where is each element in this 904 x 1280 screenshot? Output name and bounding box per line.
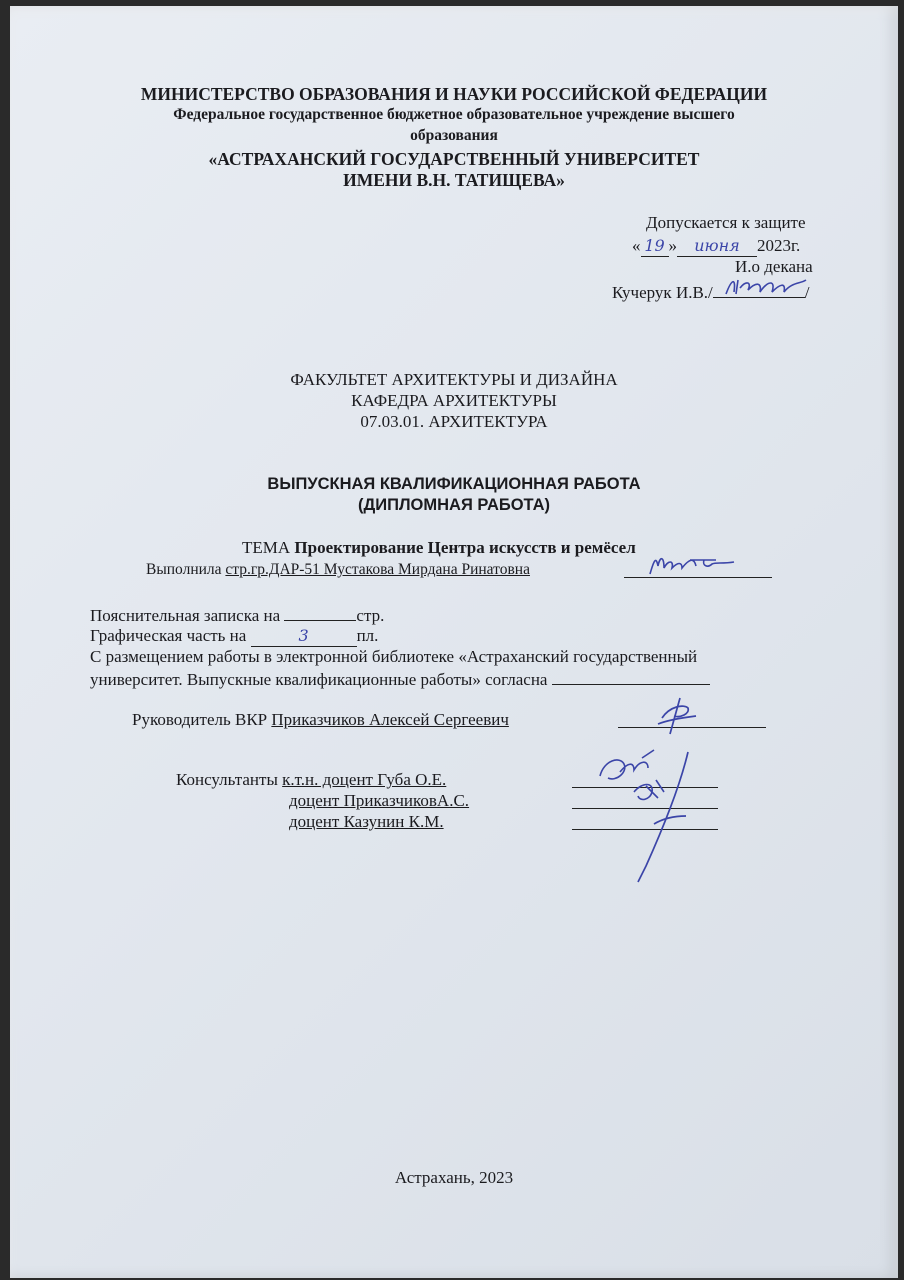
library-consent-line-2 [90,668,710,690]
ministry-heading: МИНИСТЕРСТВО ОБРАЗОВАНИЯ И НАУКИ РОССИЙСКОЙ ФЕДЕРАЦИИ [140,84,768,104]
note-pages-field [284,604,356,621]
university-line-1: «АСТРАХАНСКИЙ ГОСУДАРСТВЕННЫЙ УНИВЕРСИТЕТ [208,149,700,169]
note-unit: стр. [356,606,385,625]
supervisor-signature [640,694,700,738]
note-label: Пояснительная записка на [90,606,285,625]
approval-day-field [641,236,669,257]
consultants-line-1 [176,770,446,790]
university-line-2: ИМЕНИ В.Н. ТАТИЩЕВА» [343,170,565,190]
quote-open: « [632,236,641,255]
quote-close: » [668,236,677,255]
topic-line [242,538,636,558]
performed-label: Выполнила [146,561,226,578]
topic-title: Проектирование Центра искусств и ремёсел [294,538,636,557]
performed-line [146,561,530,579]
supervisor-name: Приказчиков Алексей Сергеевич [271,710,509,729]
program-code: 07.03.01. АРХИТЕКТУРА [360,412,548,431]
graphic-sheets-field [251,626,357,647]
approval-role: И.о декана [735,257,813,276]
institution-line-1: Федеральное государственное бюджетное образовательное учреждение высшего [173,106,735,123]
consent-signature-field [552,668,710,685]
dean-signature [722,274,812,300]
work-title-line-1: ВЫПУСКНАЯ КВАЛИФИКАЦИОННАЯ РАБОТА [267,475,641,493]
graphic-sheets-line [90,626,378,647]
approval-month: июня [694,236,740,255]
consultant-item: доцент ПриказчиковА.С. [289,791,470,810]
document-page [10,6,898,1278]
performed-by: стр.гр.ДАР-51 Мустакова Мирдана Ринатовна [225,561,530,578]
note-pages-line [90,604,384,626]
graphic-unit: пл. [356,626,379,645]
approval-year: 2023г. [757,236,801,255]
faculty-name: ФАКУЛЬТЕТ АРХИТЕКТУРЫ И ДИЗАЙНА [290,370,618,389]
approval-slash: / [804,283,810,302]
approval-date [632,236,800,257]
consultant-signatures [594,746,714,886]
graphic-label: Графическая часть на [90,626,251,645]
approval-day: 19 [644,236,665,255]
department-name: КАФЕДРА АРХИТЕКТУРЫ [351,391,557,410]
institution-line-2: образования [410,127,498,144]
approval-month-field [677,236,757,257]
topic-label: ТЕМА [242,538,295,557]
library-consent-line-1: С размещением работы в электронной библиотеке «Астраханский государственный [90,647,698,666]
approval-label: Допускается к защите [646,213,806,232]
graphic-value: 3 [298,626,309,645]
city-year: Астрахань, 2023 [394,1168,514,1187]
student-signature [646,552,746,578]
supervisor-line [132,710,509,730]
supervisor-label: Руководитель ВКР [132,710,272,729]
consultant-item: доцент Казунин К.М. [289,812,444,831]
library-consent-text: университет. Выпускные квалификационные работы» согласна [90,670,552,689]
approval-name: Кучерук И.В./ [612,283,713,302]
consultants-label: Консультанты [176,770,283,789]
consultant-item: к.т.н. доцент Губа О.Е. [282,770,447,789]
work-title-line-2: (ДИПЛОМНАЯ РАБОТА) [357,496,550,514]
